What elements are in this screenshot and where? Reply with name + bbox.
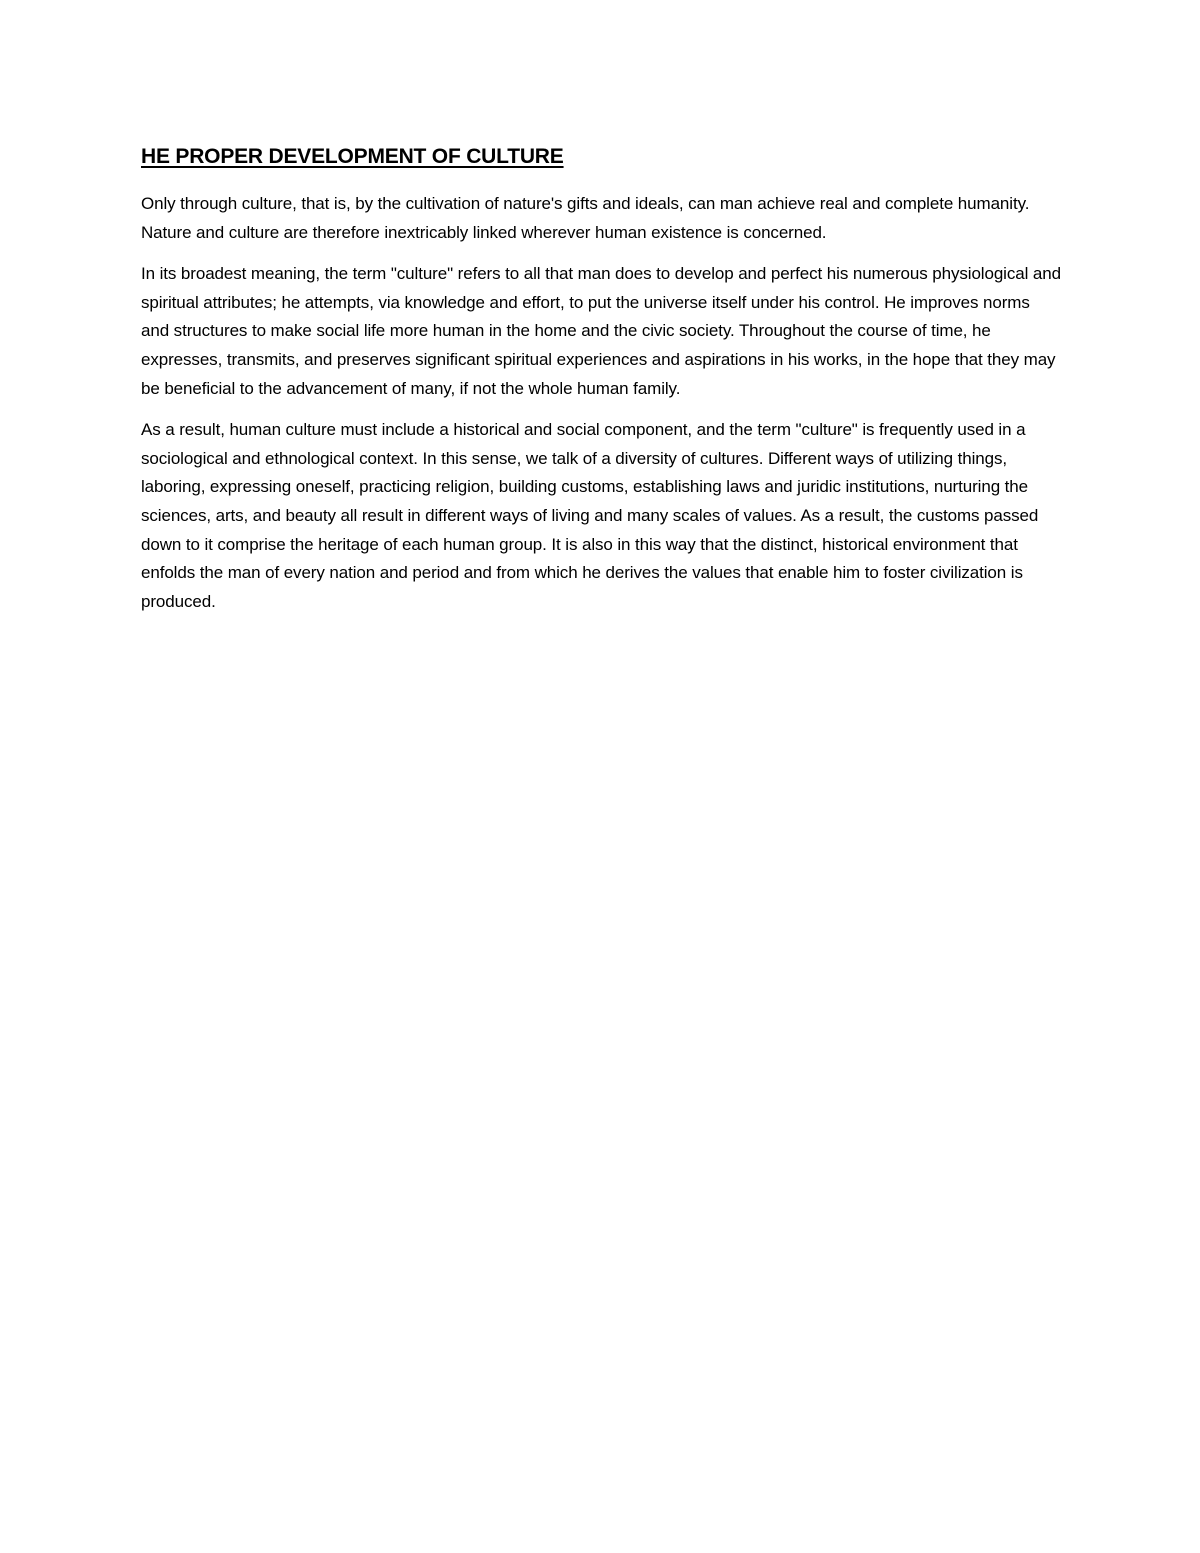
paragraph-3: As a result, human culture must include a historical and social component, and the term "culture" is frequently used in a sociological and ethnological context. In this sense, we talk of a diversity of cultures. Different ways of utilizing things, laboring, expressing oneself, practicing religion, building customs, establishing laws and juridic institutions, nurturing the sciences, arts, and beauty all result in different ways of living and many scales of values. As a result, the customs passed down to it comprise the heritage of each human group. It is also in this way that the distinct, historical environment that enfolds the man of every nation and period and from which he derives the values that enable him to foster civilization is produced. [141, 420, 1039, 611]
document-title: HE PROPER DEVELOPMENT OF CULTURE [141, 145, 564, 168]
paragraph-1: Only through culture, that is, by the cultivation of nature's gifts and ideals, can man achieve real and complete humanity. Nature and culture are therefore inextricably linked wherever human existence is concerned. [141, 194, 1030, 242]
document-body [141, 142, 1061, 629]
paragraph-2: In its broadest meaning, the term "culture" refers to all that man does to develop and perfect his numerous physiological and spiritual attributes; he attempts, via knowledge and effort, to put the universe itself under his control. He improves norms and structures to make social life more human in the home and the civic society. Throughout the course of time, he expresses, transmits, and preserves significant spiritual experiences and aspirations in his works, in the hope that they may be beneficial to the advancement of many, if not the whole human family. [141, 264, 1061, 398]
